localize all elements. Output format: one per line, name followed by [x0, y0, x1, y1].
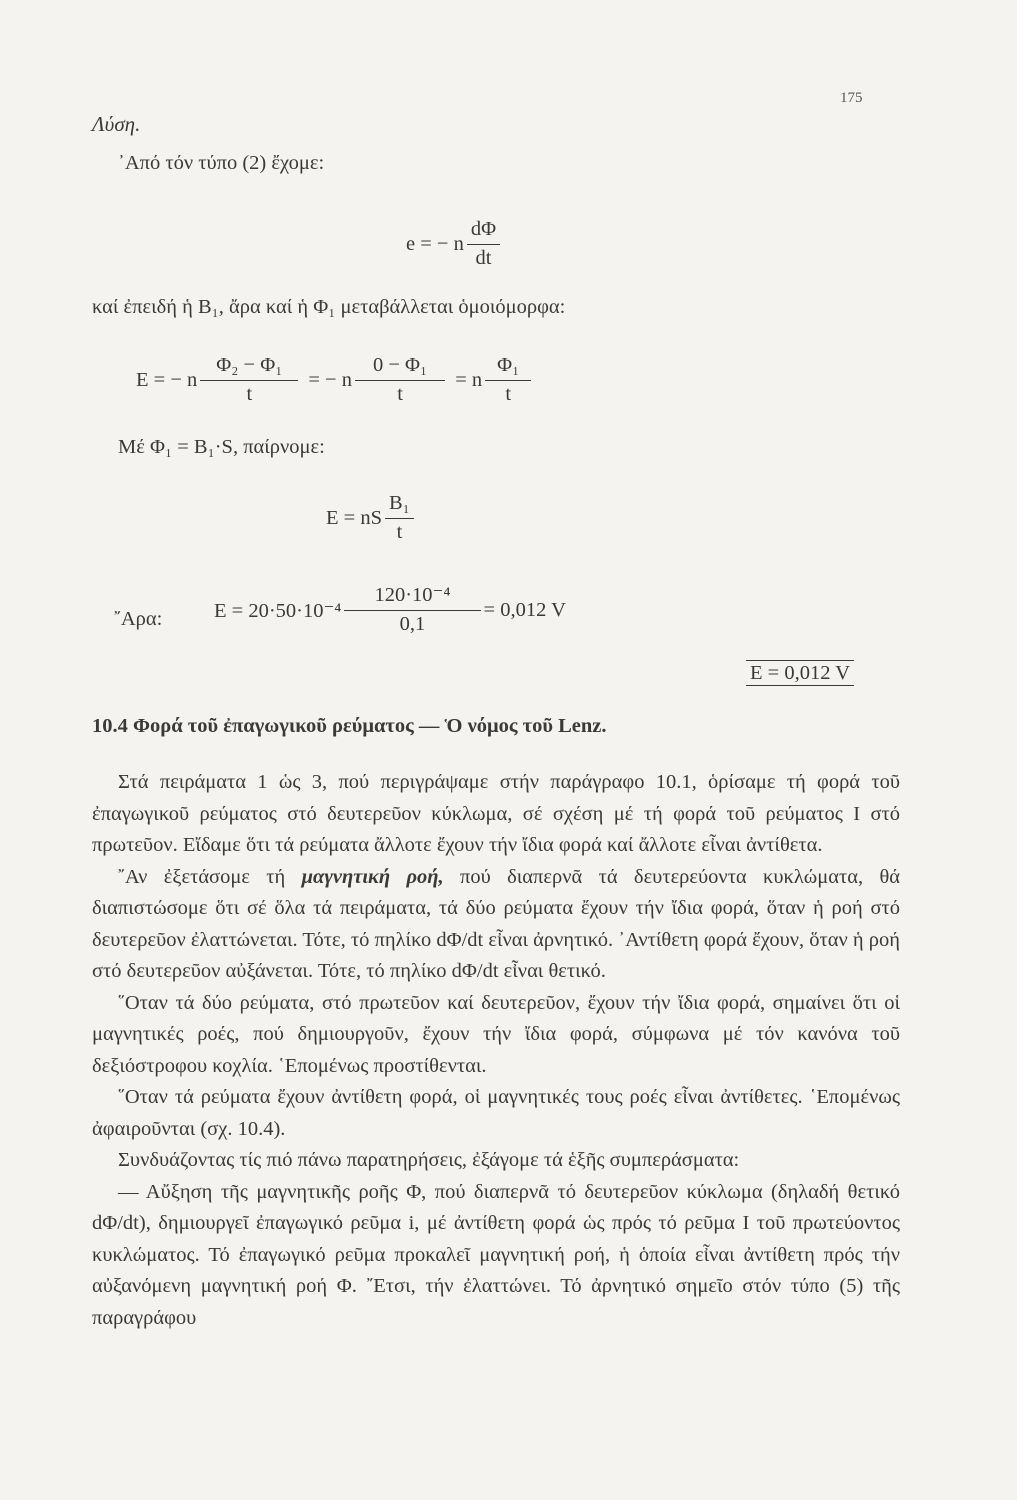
result-boxed	[746, 662, 854, 685]
paragraph-2-rest: πού διαπερνᾶ τά δευτερεύοντα κυκλώματα, θά διαπιστώσομε ὅτι σέ ὅλα τά πειράματα, τά δύο ρεύματα ἔχουν τήν ἴδια φορά, ὅταν ἡ ροή στό δευτερεῦον ἐλαττώνεται. Τότε, τό πηλίκο dΦ/dt εἶναι ἀρνητικό. ᾿Αντίθετη φορά ἔχουν, ὅταν ἡ ροή στό δευτερεῦον αὐξάνεται. Τότε, τό πηλίκο dΦ/dt εἶναι θετικό.	[92, 865, 900, 982]
eq4-fraction	[344, 584, 480, 636]
section-heading: 10.4 Φορά τοῦ ἐπαγωγικοῦ ρεύματος — Ὁ νόμος τοῦ Lenz.	[92, 715, 607, 737]
eq2-lhs: E = − n	[136, 368, 198, 391]
therefore-label: ῎Αρα:	[114, 608, 163, 630]
eq2-numerator-3: Φ₁	[485, 354, 531, 381]
eq1-denominator: dt	[475, 246, 492, 269]
eq1-lhs: e = − n	[406, 232, 464, 255]
solution-label: Λύση.	[92, 112, 141, 136]
eq4-numerator: 120·10⁻⁴	[344, 584, 480, 611]
eq2-denominator-3: t	[505, 382, 512, 405]
eq3-fraction	[385, 492, 414, 544]
equation-1	[406, 218, 503, 270]
eq3-lhs: E = nS	[326, 506, 382, 529]
eq2-numerator-1: Φ₂ − Φ₁	[200, 354, 298, 381]
magnetic-flux-emphasis: μαγνητική ροή,	[301, 865, 444, 888]
eq2-mid-2: = n	[455, 368, 483, 391]
eq2-fraction-1	[200, 354, 298, 406]
eq2-denominator-2: t	[397, 382, 403, 405]
intro-line: ᾿Από τόν τύπο (2) ἔχομε:	[118, 152, 325, 174]
paragraph-2-start: ῎Αν ἐξετάσομε τή	[118, 865, 302, 888]
eq1-fraction	[467, 218, 500, 270]
equation-2	[136, 354, 534, 406]
eq2-mid: = − n	[308, 368, 352, 391]
paragraph-3: ῞Οταν τά δύο ρεύματα, στό πρωτεῦον καί δευτερεῦον, ἔχουν τήν ἴδια φορά, σημαίνει ὅτι οἱ μαγνητικές ροές, πού δημιουργοῦν, ἔχουν τήν ἴδια φορά, σύμφωνα μέ τόν κανόνα τοῦ δεξιόστροφου κοχλία. ῾Επομένως προστίθενται.	[92, 991, 900, 1077]
eq4-rhs: = 0,012 V	[483, 598, 566, 621]
eq2-numerator-2: 0 − Φ₁	[355, 354, 445, 381]
with-line: Μέ Φ₁ = B₁·S, παίρνομε:	[118, 436, 325, 458]
result-value: E = 0,012 V	[746, 660, 854, 686]
eq1-numerator: dΦ	[467, 218, 500, 245]
eq2-fraction-2	[355, 354, 445, 406]
equation-3	[326, 492, 417, 544]
equation-4	[214, 584, 566, 636]
paragraph-2	[92, 862, 900, 988]
paragraph-1: Στά πειράματα 1 ὡς 3, πού περιγράψαμε στήν παράγραφο 10.1, ὁρίσαμε τή φορά τοῦ ἐπαγωγικοῦ ρεύματος στό δευτερεῦον κύκλωμα, σέ σχέση μέ τή φορά τοῦ ρεύματος I στό πρωτεῦον. Εἴδαμε ὅτι τά ρεύματα ἄλλοτε ἔχουν τήν ἴδια φορά καί ἄλλοτε εἶναι ἀντίθετα.	[92, 771, 900, 856]
eq2-fraction-3	[485, 354, 531, 406]
paragraph-6: — Αὔξηση τῆς μαγνητικῆς ροῆς Φ, πού διαπερνᾶ τό δευτερεῦον κύκλωμα (δηλαδή θετικό dΦ/dt), δημιουργεῖ ἐπαγωγικό ρεῦμα i, μέ ἀντίθετη φορά ὡς πρός τό ρεῦμα I τοῦ πρωτεύοντος κυκλώματος. Τό ἐπαγωγικό ρεῦμα προκαλεῖ μαγνητική ροή, ἡ ὁποία εἶναι ἀντίθετη πρός τήν αὐξανόμενη μαγνητική ροή Φ. ῎Ετσι, τήν ἐλαττώνει. Τό ἀρνητικό σημεῖο στόν τύπο (5) τῆς παραγράφου	[92, 1180, 900, 1329]
eq3-numerator: B₁	[385, 492, 414, 519]
paragraph-5: Συνδυάζοντας τίς πιό πάνω παρατηρήσεις, ἐξάγομε τά ἑξῆς συμπεράσματα:	[118, 1149, 740, 1171]
eq2-denominator-1: t	[246, 382, 253, 405]
body-text	[92, 767, 900, 1334]
since-line: καί ἐπειδή ἡ B₁, ἄρα καί ἡ Φ₁ μεταβάλλεται ὁμοιόμορφα:	[92, 296, 566, 318]
eq3-denominator: t	[396, 520, 403, 543]
page-number: 175	[840, 90, 863, 106]
eq4-denominator: 0,1	[399, 612, 426, 635]
eq4-lhs: E = 20·50·10⁻⁴	[214, 599, 342, 622]
paragraph-4: ῞Οταν τά ρεύματα ἔχουν ἀντίθετη φορά, οἱ μαγνητικές τους ροές εἶναι ἀντίθετες. ῾Επομένως ἀφαιροῦνται (σχ. 10.4).	[92, 1086, 900, 1140]
